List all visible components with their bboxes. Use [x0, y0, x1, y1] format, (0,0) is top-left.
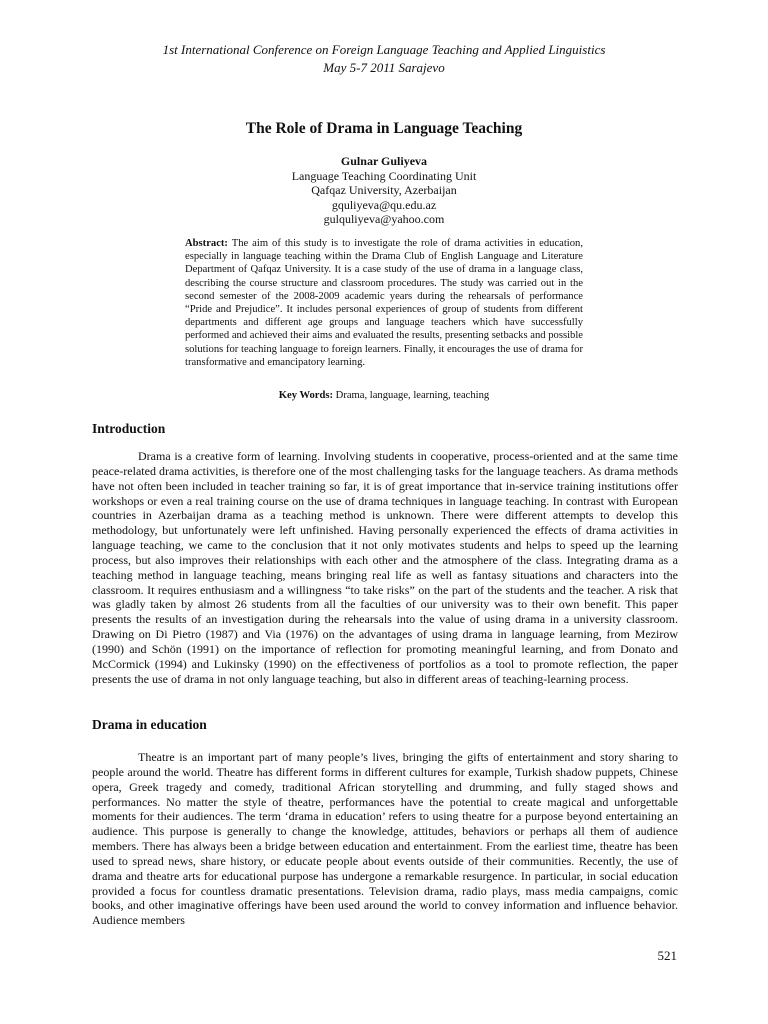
keywords-label: Key Words: — [278, 390, 334, 401]
drama-in-education-paragraph: Theatre is an important part of many people’s lives, bringing the gifts of entertainment and story sharing to people around the world. Theatre has different forms in different cultures for example, Turkish shadow puppets, Chinese opera, Greek tragedy and comedy, traditional African storytelling and drumming, and fully staged shows and performances. No matter the style of theatre, performances have the potential to create magical and unforgettable moments for their audiences. The term ‘drama in education’ refers to using theatre for a purpose beyond entertaining an audience. This purpose is generally to change the knowledge, attitudes, behaviors or perhaps all them of audience members. There has always been a bridge between education and entertainment. From the earliest time, theatre has been used to spread news, share history, or educate people about events outside of their communities. Recently, the use of drama and theatre arts for educational purpose has undergone a remarkable resurgence. In particular, in social education provided a focus for countless dramatic presentations. Television drama, radio plays, mass media campaigns, comic books, and other imaginative offerings have been used around the world to convey information and influence behavior. Audience members — [92, 750, 678, 928]
paper-title: The Role of Drama in Language Teaching — [245, 120, 523, 137]
section-heading-drama-in-education: Drama in education — [92, 717, 207, 732]
author-email-primary: gquliyeva@qu.edu.az — [331, 197, 437, 212]
author-affiliation-unit: Language Teaching Coordinating Unit — [291, 168, 477, 183]
author-block — [0, 154, 768, 227]
author-email-secondary: gulquliyeva@yahoo.com — [323, 212, 445, 226]
page-number: 521 — [657, 948, 677, 963]
conference-date-location: May 5-7 2011 Sarajevo — [323, 60, 445, 75]
abstract-text: The aim of this study is to investigate the role of drama activities in education, especially in language teaching within the Drama Club of English Language and Literature Department of Qafqaz University. It is a case study of the use of drama in a language class, describing the course structure and classroom procedures. The study was carried out in the second semester of the 2008-2009 academic years during the rehearsals of performance “Pride and Prejudice”. It includes personal experiences of group of students from different departments and different age groups and language teachers which have successfully performed and achieved their aims and evaluated the results, presenting setbacks and possible solutions for teaching language to foreign learners. Finally, it encourages the use of drama for transformative and emancipatory learning. — [185, 238, 583, 368]
keywords — [0, 389, 768, 402]
author-affiliation-university: Qafqaz University, Azerbaijan — [311, 183, 457, 197]
abstract-label: Abstract: — [185, 238, 228, 249]
conference-header — [0, 41, 768, 77]
section-heading-introduction: Introduction — [92, 421, 166, 436]
abstract — [185, 237, 583, 369]
introduction-paragraph: Drama is a creative form of learning. Involving students in cooperative, process-oriented and at the same time peace-related drama activities, is therefore one of the most challenging tasks for the language teachers. As drama methods have not often been included in teacher training so far, it is of great importance that in-service training institutions offer workshops or even a real training course on the use of drama techniques in language teaching. In contrast with European countries in Azerbaijan drama as a teaching method is unknown. There were different attempts to develop this methodology, but unfortunately were left unfinished. Having personally experienced the effects of drama activities in language teaching, we came to the conclusion that it not only motivates students and helps to speed up the learning process, but also improves their relationships with each other and the atmosphere of the class. Integrating drama as a teaching method in language teaching, means bringing real life as well as fantasy situations and characters into the classroom. It requires enthusiasm and a willingness “to take risks” on the part of the students and the teacher. A risk that was gladly taken by almost 26 students from all the faculties of our university was to their own benefit. This paper presents the results of an investigation during the rehearsals into the value of using drama in a university classroom. Drawing on Di Pietro (1987) and Via (1976) on the advantages of using drama in language learning, from Mezirow (1990) and Schön (1991) on the importance of reflection for promoting meaningful learning, and from Donato and McCormick (1994) and Lukinsky (1990) on the effectiveness of portfolios as a tool to promote reflection, the paper presents the use of drama in not only language teaching, but also in different areas of teaching-learning process. — [92, 449, 678, 686]
keywords-text: Drama, language, learning, teaching — [335, 390, 490, 401]
author-name: Gulnar Guliyeva — [340, 154, 428, 168]
conference-name: 1st International Conference on Foreign Language Teaching and Applied Linguistics — [162, 42, 606, 57]
